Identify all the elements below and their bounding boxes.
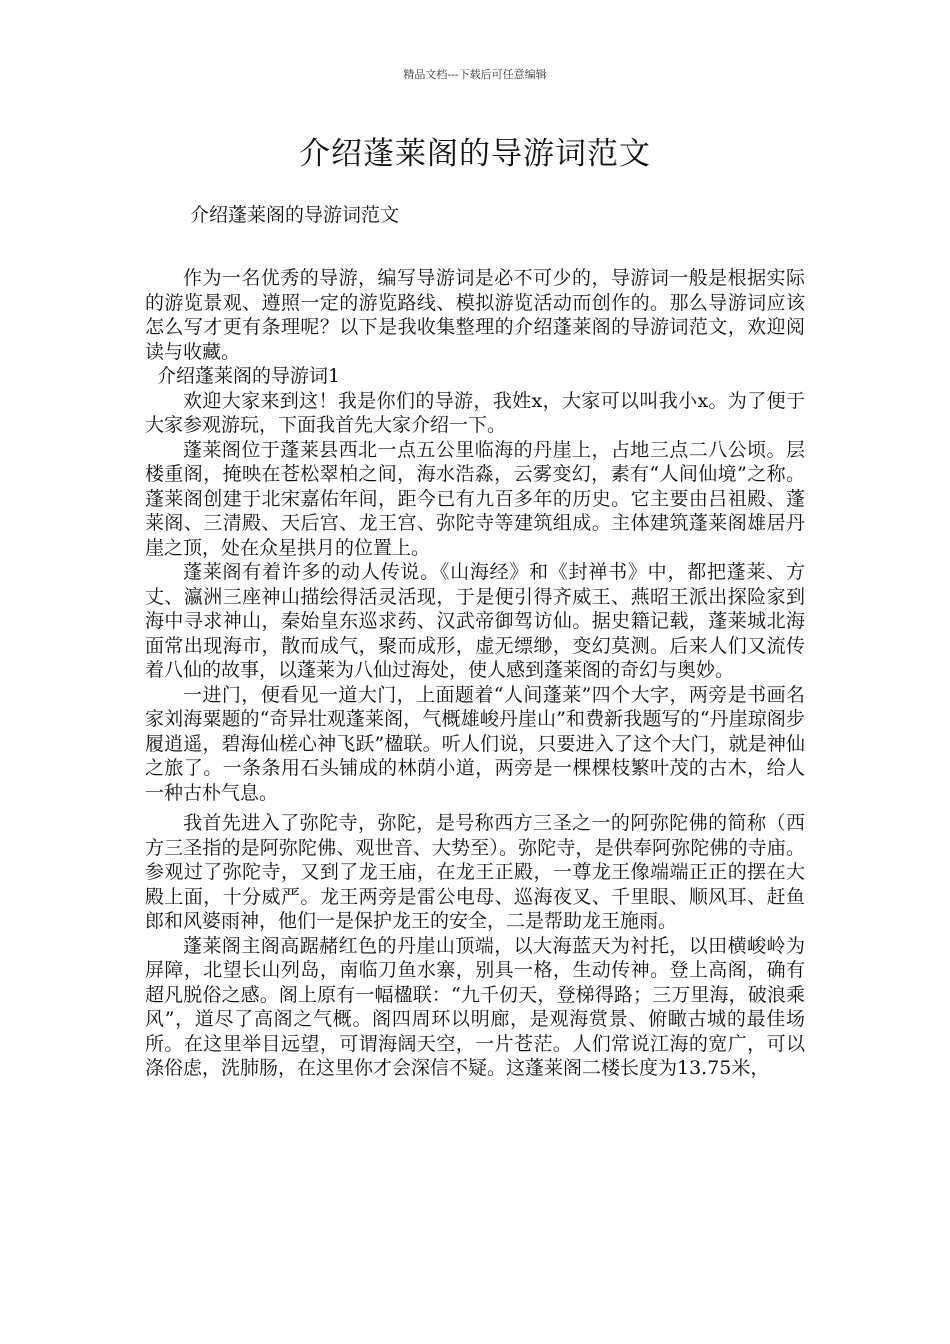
paragraph-main-pavilion: 蓬莱阁主阁高踞赭红色的丹崖山顶端，以大海蓝天为衬托，以田横峻岭为屏障，北望长山列岛，南临刀鱼水寨，别具一格，生动传神。登上高阁，确有超凡脱俗之感。阁上原有一幅楹联：“九千仞天，登梯得路；三万里海，破浪乘风”，道尽了高阁之气概。阁四周环以明廊，是观海赏景、俯瞰古城的最佳场所。在这里举目远望，可谓海阔天空，一片苍茫。人们常说江海的宽广，可以涤俗虑，洗肺肠，在这里你才会深信不疑。这蓬莱阁二楼长度为13.75米， bbox=[145, 934, 805, 1079]
document-title: 介绍蓬莱阁的导游词范文 bbox=[299, 136, 651, 172]
section-heading: 介绍蓬莱阁的导游词1 bbox=[157, 365, 341, 387]
paragraph-intro: 作为一名优秀的导游，编写导游词是必不可少的，导游词一般是根据实际的游览景观、遵照一定的游览路线、模拟游览活动而创作的。那么导游词应该怎么写才更有条理呢？以下是我收集整理的介绍蓬莱阁的导游词范文，欢迎阅读与收藏。 bbox=[145, 267, 805, 363]
paragraph-welcome: 欢迎大家来到这！我是你们的导游，我姓x，大家可以叫我小x。为了便于大家参观游玩，下面我首先大家介绍一下。 bbox=[145, 389, 805, 436]
header-note: 精品文档---下载后可任意编辑 bbox=[403, 68, 547, 81]
paragraph-temple: 我首先进入了弥陀寺，弥陀，是号称西方三圣之一的阿弥陀佛的简称（西方三圣指的是阿弥陀佛、观世音、大势至）。弥陀寺，是供奉阿弥陀佛的寺庙。参观过了弥陀寺，又到了龙王庙，在龙王正殿，一尊龙王像端端正正的摆在大殿上面，十分威严。龙王两旁是雷公电母、巡海夜叉、千里眼、顺风耳、赶鱼郎和风婆雨神，他们一是保护龙王的安全，二是帮助龙王施雨。 bbox=[145, 812, 805, 932]
paragraph-location: 蓬莱阁位于蓬莱县西北一点五公里临海的丹崖上，占地三点二八公顷。层楼重阁，掩映在苍松翠柏之间，海水浩淼，云雾变幻，素有“人间仙境”之称。蓬莱阁创建于北宋嘉佑年间，距今已有九百多年的历史。它主要由吕祖殿、蓬莱阁、三清殿、天后宫、龙王宫、弥陀寺等建筑组成。主体建筑蓬莱阁雄居丹崖之顶，处在众星拱月的位置上。 bbox=[145, 438, 805, 559]
document-body bbox=[145, 266, 805, 1081]
document-subtitle: 介绍蓬莱阁的导游词范文 bbox=[190, 204, 400, 226]
paragraph-entrance: 一进门，便看见一道大门，上面题着“人间蓬莱”四个大字，两旁是书画名家刘海粟题的“奇异壮观蓬莱阁，气概雄峻丹崖山”和费新我题写的“丹崖琼阁步履逍遥，碧海仙槎心神飞跃”楹联。听人们说，只要进入了这个大门，就是神仙之旅了。一条条用石头铺成的林荫小道，两旁是一棵棵枝繁叶茂的古木，给人一种古朴气息。 bbox=[145, 683, 805, 804]
paragraph-legends: 蓬莱阁有着许多的动人传说。《山海经》和《封禅书》中，都把蓬莱、方丈、瀛洲三座神山描绘得活灵活现，于是便引得齐威王、燕昭王派出探险家到海中寻求神山，秦始皇东巡求药、汉武帝御驾访仙。据史籍记载，蓬莱城北海面常出现海市，散而成气，聚而成形，虚无缥缈，变幻莫测。后来人们又流传着八仙的故事，以蓬莱为八仙过海处，使人感到蓬莱阁的奇幻与奥妙。 bbox=[145, 561, 805, 681]
